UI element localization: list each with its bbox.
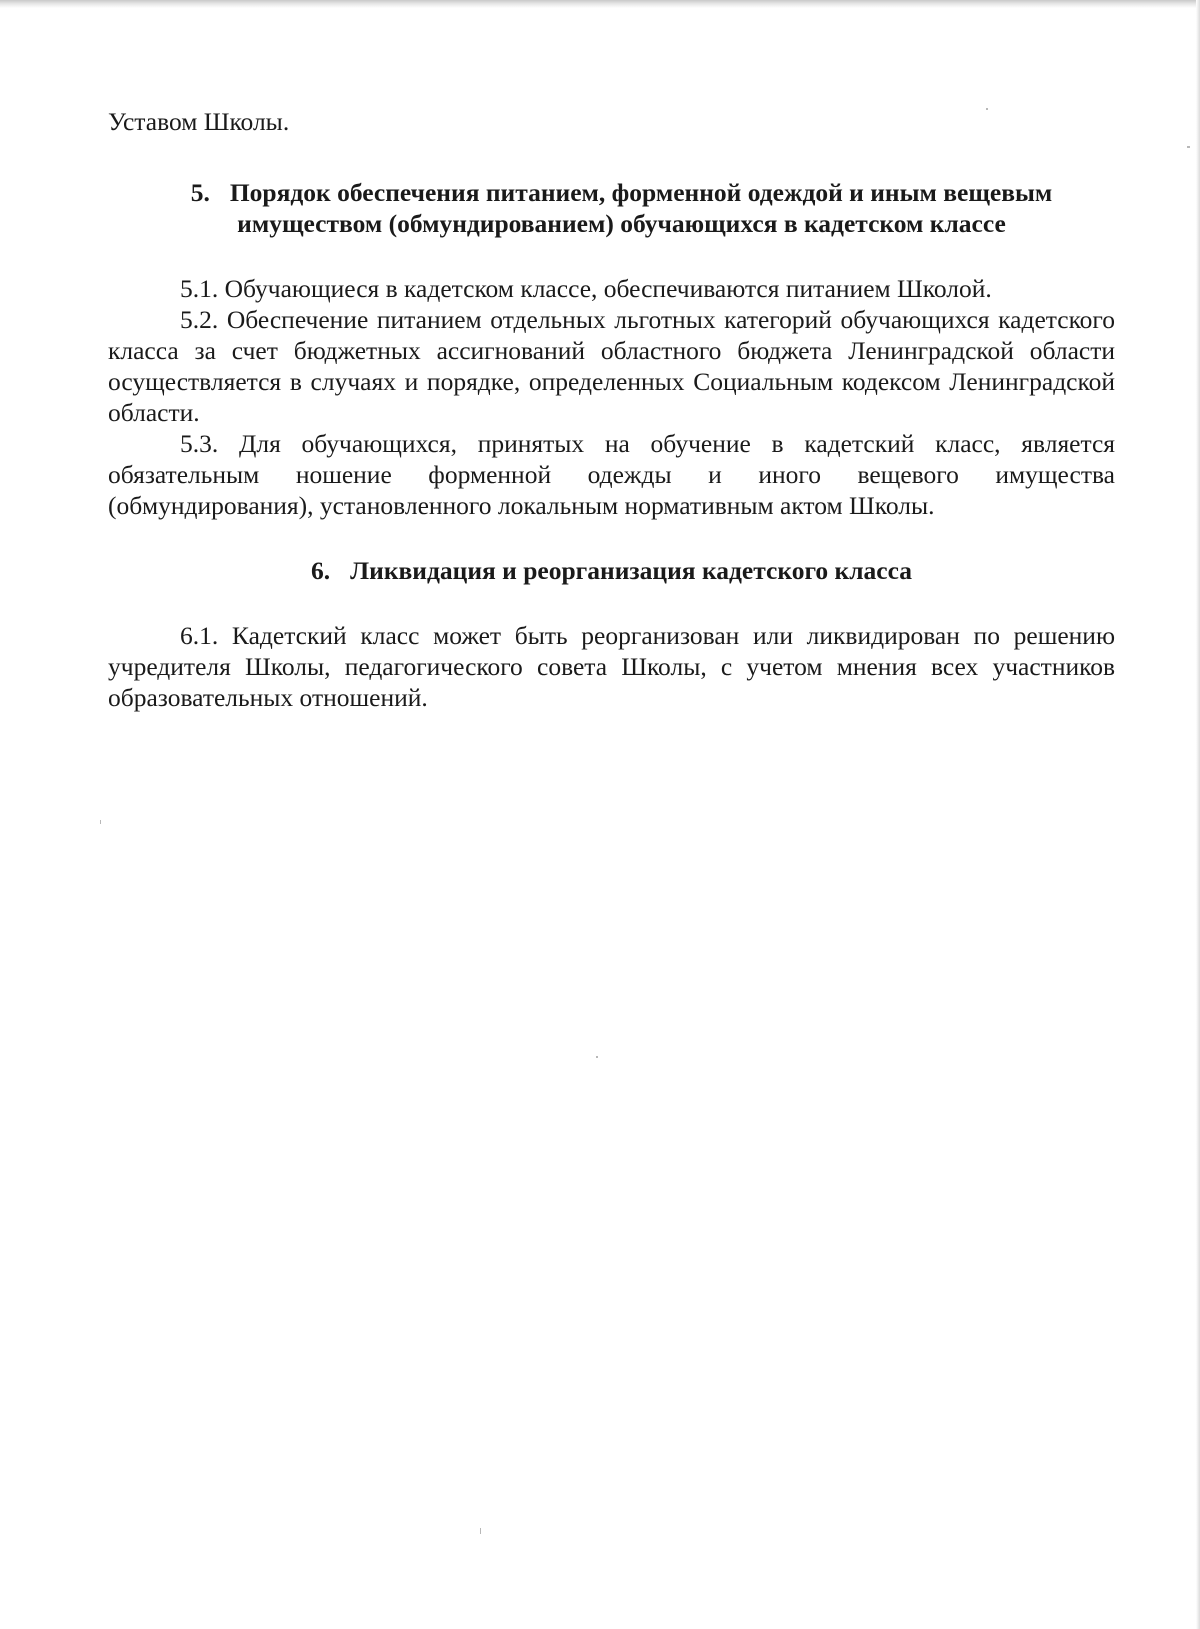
paragraph-6-1: 6.1. Кадетский класс может быть реорганизован или ликвидирован по решению учредителя Школы, педагогического совета Школы, с учетом мнения всех участников образовательных отношений.	[108, 621, 1115, 712]
section-5-title-text-1: Порядок обеспечения питанием, форменной одеждой и иным вещевым	[229, 178, 1053, 207]
scan-edge-right	[1196, 0, 1200, 1629]
paragraph-5-3: 5.3. Для обучающихся, принятых на обучение в кадетский класс, является обязательным ношение форменной одежды и иного вещевого имущества (обмундирования), установленного локальным нормативным актом Школы.	[108, 429, 1115, 520]
paragraph-5-2: 5.2. Обеспечение питанием отдельных льготных категорий обучающихся кадетского класса за счет бюджетных ассигнований областного бюджета Ленинградской области осуществляется в случаях и порядке, определенных Социальным кодексом Ленинградской области.	[108, 305, 1115, 427]
scan-speck	[1187, 146, 1190, 148]
section-5-heading	[108, 177, 1115, 239]
scan-speck	[100, 820, 101, 824]
scan-edge-top	[0, 0, 1200, 8]
section-6-title: Ликвидация и реорганизация кадетского класса	[350, 556, 912, 585]
intro-line: Уставом Школы.	[108, 107, 290, 136]
section-5-number: 5.	[190, 178, 210, 207]
scan-speck	[596, 1056, 598, 1058]
section-5-title-line-2: имуществом (обмундированием) обучающихся в кадетском классе	[237, 209, 1006, 238]
scan-speck	[480, 1528, 481, 1534]
section-6-number: 6.	[311, 556, 331, 585]
paragraph-5-1: 5.1. Обучающиеся в кадетском классе, обеспечиваются питанием Школой.	[180, 274, 992, 303]
document-body	[108, 106, 1115, 713]
section-5-title-line-1	[128, 177, 1115, 208]
section-6-heading	[108, 555, 1115, 586]
